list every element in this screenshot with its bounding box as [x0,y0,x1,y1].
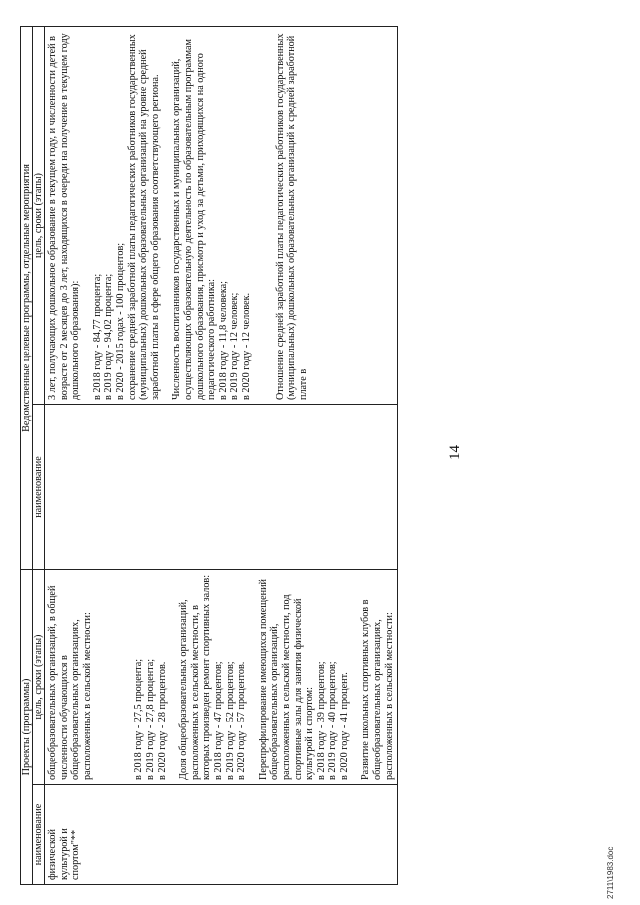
project-goal-p3-line: в 2020 году - 41 процент. [338,672,350,780]
header-sub-row [33,26,45,884]
project-goal-p1-line: в 2018 году - 27,5 процента; [133,658,145,780]
project-goal-p3-line: в 2019 году - 40 процентов; [327,661,339,780]
header-group-row [21,26,33,884]
program-goal-q3: Отношение средней заработной платы педагогических работников государственных (муниципальных) дошкольных образовательных организаций к средней заработной плате в [274,33,309,400]
program-name-cell [45,405,398,570]
project-goal-p1-line: в 2020 году - 28 процентов. [156,661,168,780]
header-programs: Ведомственные целевые программы, отдельные мероприятия [21,26,33,569]
page-number: 14 [447,445,463,460]
project-goal-p1: общеобразовательных организаций, в общей численности обучающихся в общеобразовательных организациях, расположенных в сельской местности: [47,585,93,780]
project-name-cell [45,785,398,885]
project-goal-p1-line: в 2019 году - 27,8 процента; [144,658,156,780]
program-goal-q1-line: в 2019 году - 94,02 процента; [103,273,115,400]
program-goal-q2-line: в 2019 году - 12 человек; [229,292,241,400]
header-projects: Проекты (программы) [21,570,33,885]
program-goal-q2-line: в 2020 году - 12 человек. [240,292,252,400]
program-goal-q1-tail: сохранение средней заработной платы педагогических работников государственных (муниципальных) дошкольных образовательных организаций на уровне средней заработной платы в сфере общего образования соответствующего региона. [126,34,161,400]
project-goal-p3-line: в 2018 году - 39 процентов; [315,661,327,780]
programs-table [20,26,398,885]
program-goals-cell [45,26,398,404]
program-goal-q1: 3 лет, получающих дошкольное образование в текущем году, и численности детей в возрасте от 2 месяцев до 3 лет, находящихся в очереди на получение в текущем году дошкольного образования): [47,33,82,400]
project-goal-p2: Доля общеобразовательных организаций, расположенных в сельской местности, в которых произведен ремонт спортивных залов: [178,574,213,780]
program-goal-q1-line: в 2018 году - 84,77 процента; [91,273,103,400]
header-programs-goal: цель, сроки (этапы) [33,26,45,404]
program-goal-q2: Численность воспитанников государственных и муниципальных организаций, осуществляющих образовательную деятельность по образовательным программам дошкольного образования, присмотр и уход за детьми, приходящихся на одного педагогического работника: [171,39,218,400]
program-goal-q1-line: в 2020 - 2015 годах - 100 процентов; [114,242,126,400]
document-footer: 2711\1983.doc [606,846,615,899]
project-name: физической культурой и спортом"** [47,828,82,880]
project-goal-p3: Перепрофилирование имеющихся помещений общеобразовательных организаций, расположенных в сельской местности, под спортивные залы для занятия физической культурой и спортом: [257,578,316,780]
table-row [45,26,398,884]
header-projects-goal: цель, сроки (этапы) [33,570,45,785]
project-goal-p2-line: в 2019 году - 52 процентов; [224,661,236,780]
project-goal-p2-line: в 2020 году - 57 процентов. [236,661,248,780]
project-goal-p2-line: в 2018 году - 47 процентов; [212,661,224,780]
program-goal-q2-line: в 2018 году - 11,8 человека; [217,280,229,400]
header-projects-name: наименование [33,785,45,885]
header-programs-name: наименование [33,405,45,570]
project-goals-cell [45,570,398,785]
project-goal-p4: Развитие школьных спортивных клубов в общеобразовательных организациях, расположенных в сельской местности: [360,599,395,780]
